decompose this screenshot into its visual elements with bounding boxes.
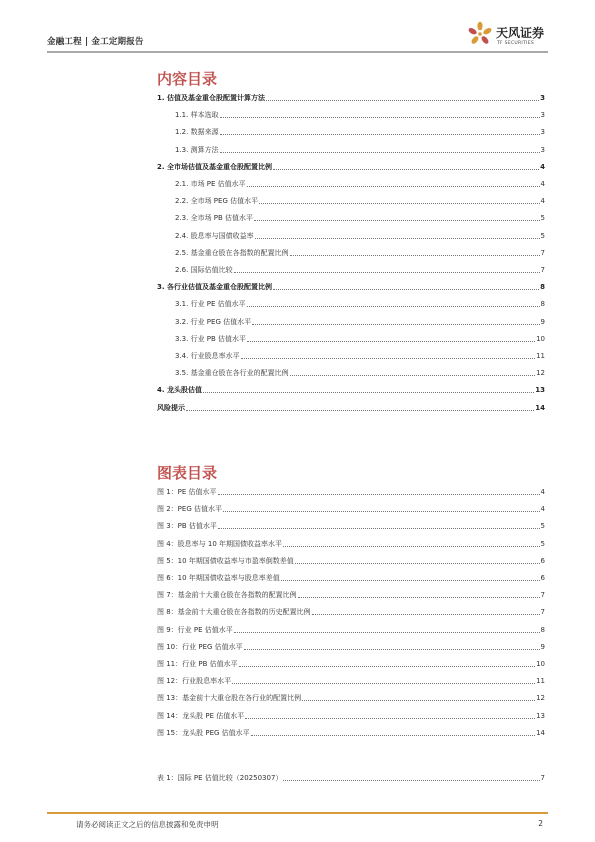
- figure-entry[interactable]: [157, 606, 545, 617]
- table-entry-page: 7: [540, 774, 545, 782]
- dot-leader: [283, 780, 539, 781]
- toc-entry-page: 10: [536, 334, 545, 343]
- dot-leader: [234, 632, 540, 633]
- dot-leader: [186, 410, 534, 411]
- footer-divider: [47, 812, 548, 814]
- dot-leader: [273, 169, 539, 170]
- figure-entry-page: 9: [540, 642, 545, 651]
- table-entry-label: 表 1：国际 PE 估值比较（20250307）: [157, 774, 283, 782]
- toc-entry[interactable]: [175, 109, 545, 120]
- dot-leader: [247, 341, 535, 342]
- toc-entry[interactable]: [175, 264, 545, 275]
- toc-entry-page: 4: [540, 180, 545, 188]
- dot-leader: [295, 563, 540, 564]
- dot-leader: [220, 134, 540, 135]
- dot-leader: [298, 597, 540, 598]
- figure-entry-page: 8: [540, 625, 545, 634]
- figure-entry-label: 图 12：行业股息率水平: [157, 677, 232, 686]
- toc-entry[interactable]: [175, 350, 545, 361]
- toc-entry-page: 4: [540, 162, 545, 171]
- dot-leader: [220, 152, 540, 153]
- toc-entry-label: 2. 全市场估值及基金重仓股配置比例: [157, 162, 272, 171]
- toc-entry-label: 2.4. 股息率与国债收益率: [175, 231, 254, 240]
- toc-entry-page: 12: [536, 369, 545, 378]
- toc-entry-label: 3.1. 行业 PE 估值水平: [175, 300, 246, 309]
- figure-entry-label: 图 7：基金前十大重仓股在各指数的配置比例: [157, 591, 297, 600]
- dot-leader: [312, 614, 540, 615]
- toc-entry-label: 3. 各行业估值及基金重仓股配置比例: [157, 283, 272, 292]
- toc-entry-page: 3: [540, 145, 545, 154]
- dot-leader: [255, 238, 540, 239]
- dot-leader: [239, 666, 535, 667]
- figure-entry-page: 7: [540, 591, 545, 600]
- dot-leader: [281, 580, 540, 581]
- dot-leader: [232, 683, 535, 684]
- toc-entry-label: 2.3. 全市场 PB 估值水平: [175, 214, 254, 223]
- toc-entry[interactable]: [175, 195, 545, 206]
- toc-entry[interactable]: [157, 384, 545, 395]
- figure-entry-page: 14: [536, 728, 545, 737]
- figure-entry-page: 10: [536, 660, 545, 668]
- figure-entry[interactable]: [157, 572, 545, 583]
- toc-entry-label: 3.4. 行业股息率水平: [175, 352, 240, 360]
- dot-leader: [234, 272, 540, 273]
- figure-list-title: 图表目录: [157, 464, 218, 482]
- toc-entry[interactable]: [175, 316, 545, 327]
- toc-entry-label: 1.3. 测算方法: [175, 145, 219, 154]
- toc-entry-page: 3: [540, 128, 545, 137]
- toc-entry-page: 14: [535, 403, 545, 412]
- table-entry[interactable]: [157, 772, 545, 783]
- dot-leader: [273, 289, 539, 290]
- toc-title: 内容目录: [157, 70, 218, 88]
- figure-entry[interactable]: [157, 624, 545, 635]
- dot-leader: [244, 649, 540, 650]
- dot-leader: [241, 358, 535, 359]
- toc-entry-label: 2.2. 全市场 PEG 估值水平: [175, 197, 259, 206]
- dot-leader: [218, 494, 540, 495]
- figure-entry-page: 6: [540, 574, 545, 582]
- logo-name: 天风证券: [496, 26, 545, 40]
- figure-entry-page: 5: [540, 522, 545, 531]
- toc-entry-label: 风险提示: [157, 403, 185, 412]
- toc-entry[interactable]: [175, 126, 545, 137]
- figure-entry-label: 图 14：龙头股 PE 估值水平: [157, 711, 245, 720]
- toc-entry-label: 1.2. 数据来源: [175, 128, 219, 137]
- figure-entry-label: 图 10：行业 PEG 估值水平: [157, 642, 243, 651]
- figure-entry[interactable]: [157, 503, 545, 514]
- figure-entry[interactable]: [157, 710, 545, 721]
- toc-entry[interactable]: [175, 247, 545, 258]
- figure-entry-label: 图 3：PB 估值水平: [157, 522, 217, 531]
- toc-entry-page: 8: [540, 283, 545, 292]
- figure-entry-page: 7: [540, 608, 545, 617]
- dot-leader: [290, 255, 540, 256]
- figure-entry-label: 图 1：PE 估值水平: [157, 488, 217, 496]
- header-divider: [47, 51, 548, 53]
- toc-entry[interactable]: [175, 212, 545, 223]
- dot-leader: [247, 306, 540, 307]
- figure-entry-page: 4: [540, 505, 545, 514]
- toc-entry-page: 13: [535, 386, 545, 395]
- logo-subtitle: TF SECURITIES: [497, 41, 535, 46]
- toc-entry[interactable]: [175, 144, 545, 155]
- figure-entry-label: 图 2：PEG 估值水平: [157, 505, 222, 514]
- figure-entry-label: 图 4：股息率与 10 年期国债收益率水平: [157, 539, 283, 548]
- dot-leader: [302, 700, 535, 701]
- toc-entry-page: 8: [540, 300, 545, 309]
- toc-entry[interactable]: [157, 161, 545, 172]
- toc-entry-label: 2.5. 基金重仓股在各指数的配置比例: [175, 248, 289, 257]
- figure-entry[interactable]: [157, 692, 545, 703]
- figure-entry[interactable]: [157, 486, 545, 497]
- figure-entry[interactable]: [157, 589, 545, 600]
- dot-leader: [220, 117, 540, 118]
- toc-entry[interactable]: [175, 230, 545, 241]
- figure-entry-label: 图 5：10 年期国债收益率与市盈率倒数差值: [157, 556, 294, 565]
- dot-leader: [247, 186, 540, 187]
- toc-entry-label: 3.5. 基金重仓股在各行业的配置比例: [175, 369, 289, 378]
- toc-entry-page: 11: [536, 352, 545, 360]
- figure-entry-label: 图 13：基金前十大重仓股在各行业的配置比例: [157, 694, 302, 703]
- dot-leader: [254, 220, 539, 221]
- toc-entry-label: 2.1. 市场 PE 估值水平: [175, 180, 246, 188]
- toc-entry[interactable]: [175, 367, 545, 378]
- dot-leader: [252, 324, 539, 325]
- figure-entry[interactable]: [157, 658, 545, 669]
- figure-entry[interactable]: [157, 727, 545, 738]
- figure-entry-page: 12: [536, 694, 545, 703]
- figure-entry-label: 图 11：行业 PB 估值水平: [157, 660, 238, 668]
- dot-leader: [245, 718, 535, 719]
- figure-entry[interactable]: [157, 538, 545, 549]
- dot-leader: [266, 100, 539, 101]
- figure-entry-label: 图 8：基金前十大重仓股在各指数的历史配置比例: [157, 608, 311, 617]
- toc-entry-page: 3: [540, 111, 545, 120]
- toc-entry[interactable]: [175, 333, 545, 344]
- dot-leader: [259, 203, 539, 204]
- figure-entry-label: 图 6：10 年期国债收益率与股息率差值: [157, 574, 280, 582]
- figure-entry[interactable]: [157, 641, 545, 652]
- toc-entry[interactable]: [157, 281, 545, 292]
- toc-entry-label: 3.3. 行业 PB 估值水平: [175, 334, 247, 343]
- dot-leader: [223, 511, 540, 512]
- figure-entry-page: 6: [540, 556, 545, 565]
- figure-entry[interactable]: [157, 675, 545, 686]
- figure-entry[interactable]: [157, 555, 545, 566]
- header-report-category: 金融工程 | 金工定期报告: [47, 37, 144, 47]
- toc-entry-page: 5: [540, 231, 545, 240]
- figure-entry-page: 11: [536, 677, 545, 686]
- figure-entry-page: 13: [536, 711, 545, 720]
- dot-leader: [218, 528, 540, 529]
- footer-disclaimer: 请务必阅读正文之后的信息披露和免责申明: [76, 820, 219, 829]
- toc-entry-label: 2.6. 国际估值比较: [175, 266, 233, 274]
- toc-entry[interactable]: [175, 178, 545, 189]
- figure-entry-page: 4: [540, 488, 545, 496]
- toc-entry-page: 4: [540, 197, 545, 206]
- toc-entry-label: 1. 估值及基金重仓股配置计算方法: [157, 94, 265, 102]
- toc-entry[interactable]: [157, 92, 545, 103]
- toc-entry[interactable]: [157, 402, 545, 413]
- dot-leader: [290, 375, 535, 376]
- toc-entry-label: 3.2. 行业 PEG 估值水平: [175, 317, 252, 326]
- figure-entry-label: 图 9：行业 PE 估值水平: [157, 625, 233, 634]
- toc-entry-page: 5: [540, 214, 545, 223]
- figure-entry-label: 图 15：龙头股 PEG 估值水平: [157, 728, 250, 737]
- toc-entry-label: 4. 龙头股估值: [157, 386, 202, 395]
- toc-entry-page: 9: [540, 317, 545, 326]
- page-number: 2: [538, 819, 543, 828]
- toc-entry-page: 7: [540, 248, 545, 257]
- figure-entry[interactable]: [157, 520, 545, 531]
- dot-leader: [251, 735, 535, 736]
- dot-leader: [203, 392, 534, 393]
- toc-entry-page: 7: [540, 266, 545, 274]
- toc-entry-page: 3: [540, 94, 545, 102]
- toc-entry-label: 1.1. 样本选取: [175, 111, 219, 120]
- dot-leader: [283, 546, 539, 547]
- toc-entry[interactable]: [175, 298, 545, 309]
- figure-entry-page: 5: [540, 539, 545, 548]
